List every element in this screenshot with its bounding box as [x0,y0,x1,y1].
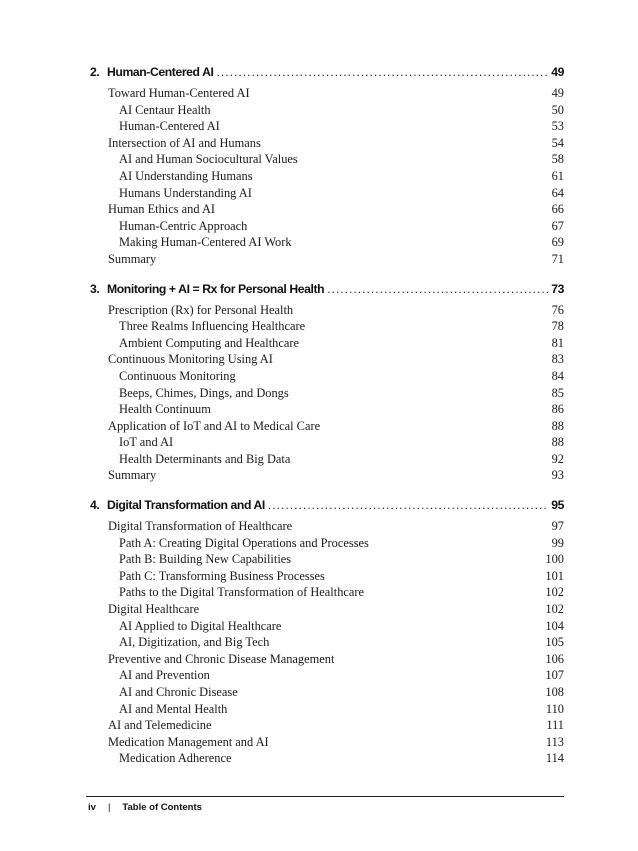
toc-subsection-entry[interactable] [90,319,564,336]
toc-subsection-entry[interactable] [90,452,564,469]
entry-page-number: 76 [551,302,564,317]
chapter-title: Digital Transformation and AI [107,498,265,513]
dot-leader [217,65,549,79]
toc-subsection-entry[interactable] [90,219,564,236]
toc-subsection-entry[interactable] [90,668,564,685]
toc-subsection-entry[interactable] [90,386,564,403]
entry-title: Continuous Monitoring Using AI [108,352,273,367]
entry-page-number: 54 [551,135,564,150]
toc-chapter [90,65,564,269]
entry-page-number: 58 [551,152,564,167]
entry-title: Medication Management and AI [108,734,269,749]
entry-title: Intersection of AI and Humans [108,135,261,150]
toc-section-entry[interactable] [90,718,564,735]
entry-title: Path A: Creating Digital Operations and Processes [119,535,369,550]
entry-title: Prescription (Rx) for Personal Health [108,302,294,317]
chapter-heading[interactable] [90,498,564,519]
entry-title: AI and Prevention [119,668,210,683]
entry-title: Human Ethics and AI [108,202,216,217]
entry-page-number: 110 [545,701,564,716]
toc-subsection-entry[interactable] [90,435,564,452]
toc-subsection-entry[interactable] [90,402,564,419]
chapter-page-number: 95 [551,498,564,513]
toc-section-entry[interactable] [90,136,564,153]
entry-title: AI Centaur Health [119,102,211,117]
toc-section-entry[interactable] [90,468,564,485]
entry-page-number: 78 [551,319,564,334]
toc-section-entry[interactable] [90,352,564,369]
entry-title: Health Determinants and Big Data [119,451,291,466]
entry-page-number: 99 [551,535,564,550]
entry-page-number: 111 [546,718,564,733]
entry-page-number: 88 [551,435,564,450]
entry-page-number: 67 [551,218,564,233]
footer-divider [86,796,564,797]
entry-title: AI and Mental Health [119,701,228,716]
entry-title: AI and Human Sociocultural Values [119,152,298,167]
entry-page-number: 69 [551,235,564,250]
toc-subsection-entry[interactable] [90,569,564,586]
entry-title: Continuous Monitoring [119,368,236,383]
dot-leader [327,282,548,296]
entry-page-number: 86 [551,402,564,417]
entry-page-number: 53 [551,119,564,134]
entry-page-number: 93 [551,468,564,483]
toc-subsection-entry[interactable] [90,369,564,386]
entry-title: Paths to the Digital Transformation of Healthcare [119,585,365,600]
toc-chapter [90,498,564,768]
entry-page-number: 83 [551,352,564,367]
entry-title: Path B: Building New Capabilities [119,552,292,567]
entry-title: Ambient Computing and Healthcare [119,335,299,350]
entry-page-number: 104 [545,618,564,633]
toc-section-entry[interactable] [90,252,564,269]
page-footer [88,802,202,813]
entry-title: Application of IoT and AI to Medical Care [108,418,321,433]
footer-page-number: iv [88,802,96,813]
entry-page-number: 107 [545,668,564,683]
chapter-number: 2. [90,65,100,79]
toc-subsection-entry[interactable] [90,685,564,702]
toc-section-entry[interactable] [90,419,564,436]
toc-subsection-entry[interactable] [90,169,564,186]
entry-title: Beeps, Chimes, Dings, and Dongs [119,385,289,400]
entry-title: Preventive and Chronic Disease Management [108,651,335,666]
toc-section-entry[interactable] [90,735,564,752]
entry-page-number: 64 [551,185,564,200]
toc-section-entry[interactable] [90,86,564,103]
chapter-number: 3. [90,281,100,296]
toc-subsection-entry[interactable] [90,336,564,353]
entry-title: Digital Healthcare [108,602,200,617]
toc-subsection-entry[interactable] [90,103,564,120]
entry-page-number: 71 [551,251,564,266]
entry-page-number: 61 [551,168,564,183]
entry-title: Making Human-Centered AI Work [119,235,292,250]
entry-page-number: 81 [551,335,564,350]
entry-page-number: 113 [545,734,564,749]
chapter-heading[interactable] [90,282,564,303]
entry-title: AI Applied to Digital Healthcare [119,618,282,633]
entry-title: Humans Understanding AI [119,185,252,200]
entry-title: Summary [108,251,157,266]
chapter-page-number: 49 [551,65,564,79]
entry-title: Human-Centric Approach [119,218,248,233]
entry-title: Health Continuum [119,402,211,417]
entry-title: Path C: Transforming Business Processes [119,568,325,583]
toc-subsection-entry[interactable] [90,235,564,252]
entry-page-number: 106 [545,651,564,666]
table-of-contents [90,65,564,768]
entry-page-number: 101 [545,568,564,583]
entry-title: Toward Human-Centered AI [108,86,250,100]
entry-page-number: 85 [551,385,564,400]
entry-page-number: 108 [545,685,564,699]
entry-title: IoT and AI [119,435,174,450]
toc-subsection-entry[interactable] [90,635,564,652]
entry-page-number: 66 [551,202,564,217]
dot-leader [268,498,548,512]
chapter-spacer [90,485,564,498]
toc-subsection-entry[interactable] [90,536,564,553]
entry-title: Three Realms Influencing Healthcare [119,319,306,334]
toc-section-entry[interactable] [90,602,564,619]
chapter-title: Human-Centered AI [107,65,214,79]
entry-page-number: 102 [545,585,564,600]
toc-section-entry[interactable] [90,652,564,669]
toc-section-entry[interactable] [90,303,564,320]
toc-chapter [90,282,564,486]
entry-page-number: 50 [551,102,564,117]
toc-subsection-entry[interactable] [90,619,564,636]
entry-page-number: 92 [551,451,564,466]
entry-title: AI Understanding Humans [119,168,253,183]
toc-subsection-entry[interactable] [90,552,564,569]
entry-page-number: 88 [551,418,564,433]
toc-section-entry[interactable] [90,202,564,219]
toc-subsection-entry[interactable] [90,702,564,719]
entry-page-number: 97 [551,519,564,534]
toc-subsection-entry[interactable] [90,119,564,136]
entry-page-number: 100 [545,552,564,567]
entry-title: Medication Adherence [119,751,232,766]
footer-section-title: Table of Contents [122,802,202,813]
entry-title: AI, Digitization, and Big Tech [119,635,270,650]
entry-title: AI and Chronic Disease [119,685,238,699]
chapter-spacer [90,269,564,282]
toc-subsection-entry[interactable] [90,186,564,203]
entry-page-number: 114 [545,751,564,766]
entry-title: Digital Transformation of Healthcare [108,519,293,534]
entry-title: AI and Telemedicine [108,718,212,733]
entry-page-number: 105 [545,635,564,650]
chapter-title: Monitoring + AI = Rx for Personal Health [107,281,325,296]
entry-page-number: 49 [551,86,564,100]
toc-section-entry[interactable] [90,519,564,536]
toc-subsection-entry[interactable] [90,751,564,768]
entry-page-number: 102 [545,602,564,617]
chapter-heading[interactable] [90,65,564,86]
entry-title: Human-Centered AI [119,119,220,134]
toc-subsection-entry[interactable] [90,152,564,169]
toc-subsection-entry[interactable] [90,585,564,602]
entry-title: Summary [108,468,157,483]
chapter-page-number: 73 [551,281,564,296]
entry-page-number: 84 [551,368,564,383]
footer-separator: | [107,802,111,813]
chapter-number: 4. [90,498,100,513]
